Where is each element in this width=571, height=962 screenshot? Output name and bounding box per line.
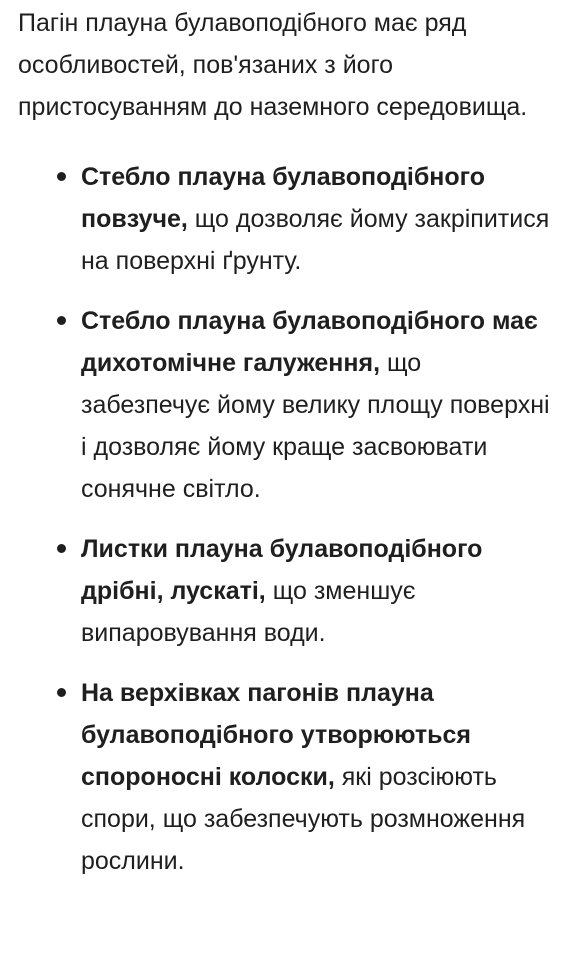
intro-paragraph: Пагін плауна булавоподібного має ряд особливостей, пов'язаних з його пристосуванням до наземного середовища. <box>18 9 528 121</box>
item-bold-text: На верхівках пагонів плауна булавоподібного утворюються спороносні колоски, <box>81 679 471 791</box>
list-item <box>18 528 557 654</box>
features-list <box>18 156 557 882</box>
item-bold-text: Стебло плауна булавоподібного повзуче, <box>81 163 486 233</box>
bullet-icon <box>57 688 66 697</box>
list-item <box>18 156 557 282</box>
bullet-icon <box>57 172 66 181</box>
item-text: що дозволяє йому закріпитися на поверхні ґрунту. <box>81 205 550 275</box>
item-text: що забезпечує йому велику площу поверхні і дозволяє йому краще засвоювати сонячне світло. <box>81 349 550 503</box>
list-item <box>18 672 557 882</box>
item-text: що зменшує випаровування води. <box>81 577 416 647</box>
item-bold-text: Стебло плауна булавоподібного має дихотомічне галуження, <box>81 307 538 377</box>
item-bold-text: Листки плауна булавоподібного дрібні, лускаті, <box>81 535 483 605</box>
bullet-icon <box>57 316 66 325</box>
bullet-icon <box>57 544 66 553</box>
item-text: які розсіюють спори, що забезпечують розмноження рослини. <box>81 763 526 875</box>
list-item <box>18 300 557 510</box>
